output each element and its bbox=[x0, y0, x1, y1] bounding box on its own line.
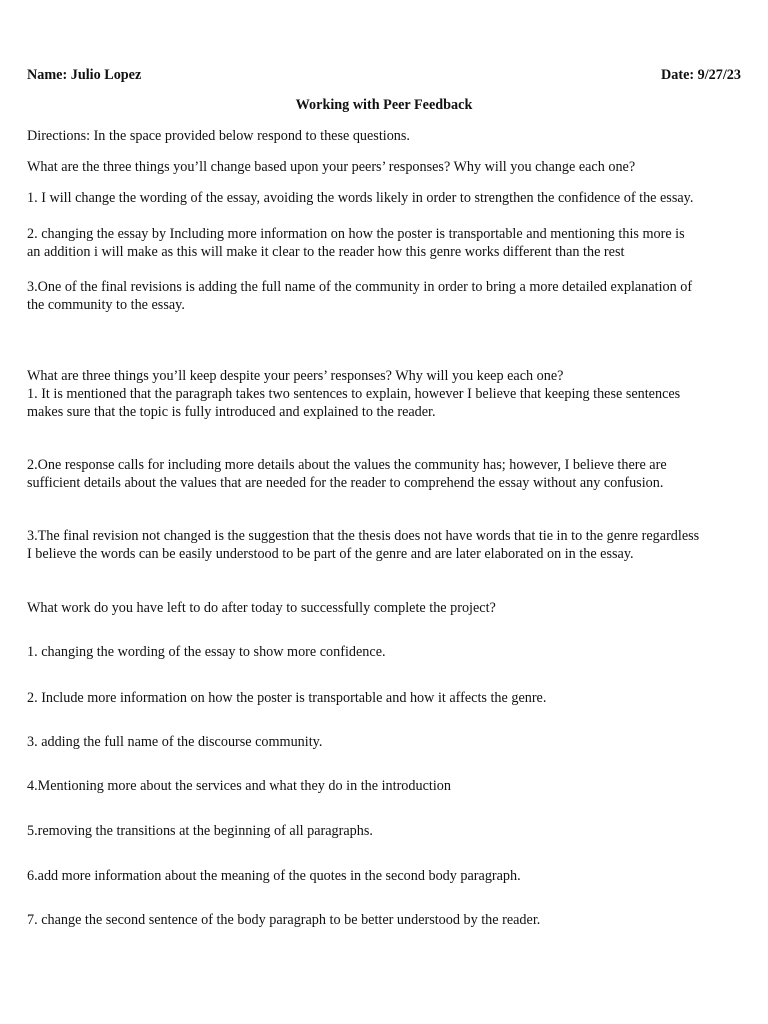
todo-item-5: 5.removing the transitions at the beginning of all paragraphs. bbox=[27, 823, 373, 839]
keep-answer-1-line-1: 1. It is mentioned that the paragraph takes two sentences to explain, however I believe that keeping these sentences bbox=[27, 386, 681, 402]
date-field: Date: 9/27/23 bbox=[661, 67, 741, 83]
keep-answer-3-line-2: I believe the words can be easily understood to be part of the genre and are later elaborated on in the essay. bbox=[27, 546, 634, 562]
keep-answer-3-line-1: 3.The final revision not changed is the suggestion that the thesis does not have words that tie in to the genre regardless bbox=[27, 528, 700, 544]
change-answer-2-line-2: an addition i will make as this will make it clear to the reader how this genre works different than the rest bbox=[27, 244, 625, 260]
question-todo: What work do you have left to do after today to successfully complete the project? bbox=[27, 600, 496, 616]
todo-item-2: 2. Include more information on how the poster is transportable and how it affects the genre. bbox=[27, 690, 547, 706]
student-name: Name: Julio Lopez bbox=[27, 67, 142, 83]
todo-item-1: 1. changing the wording of the essay to show more confidence. bbox=[27, 644, 386, 660]
change-answer-3-line-2: the community to the essay. bbox=[27, 297, 185, 313]
change-answer-1: 1. I will change the wording of the essay, avoiding the words likely in order to strengthen the confidence of the essay. bbox=[27, 190, 694, 206]
change-answer-3-line-1: 3.One of the final revisions is adding the full name of the community in order to bring a more detailed explanation of bbox=[27, 279, 693, 295]
question-change: What are the three things you’ll change based upon your peers’ responses? Why will you change each one? bbox=[27, 159, 636, 175]
document-title: Working with Peer Feedback bbox=[295, 97, 473, 113]
change-answer-2-line-1: 2. changing the essay by Including more information on how the poster is transportable and mentioning this more is bbox=[27, 226, 685, 242]
directions-text: Directions: In the space provided below respond to these questions. bbox=[27, 128, 410, 144]
todo-item-6: 6.add more information about the meaning of the quotes in the second body paragraph. bbox=[27, 868, 521, 884]
keep-answer-2-line-2: sufficient details about the values that are needed for the reader to comprehend the essay without any confusion. bbox=[27, 475, 664, 491]
question-keep: What are three things you’ll keep despite your peers’ responses? Why will you keep each one? bbox=[27, 368, 564, 384]
todo-item-3: 3. adding the full name of the discourse community. bbox=[27, 734, 323, 750]
keep-answer-1-line-2: makes sure that the topic is fully introduced and explained to the reader. bbox=[27, 404, 436, 420]
keep-answer-2-line-1: 2.One response calls for including more details about the values the community has; however, I believe there are bbox=[27, 457, 667, 473]
todo-item-4: 4.Mentioning more about the services and what they do in the introduction bbox=[27, 778, 451, 794]
todo-item-7: 7. change the second sentence of the body paragraph to be better understood by the reader. bbox=[27, 912, 541, 928]
